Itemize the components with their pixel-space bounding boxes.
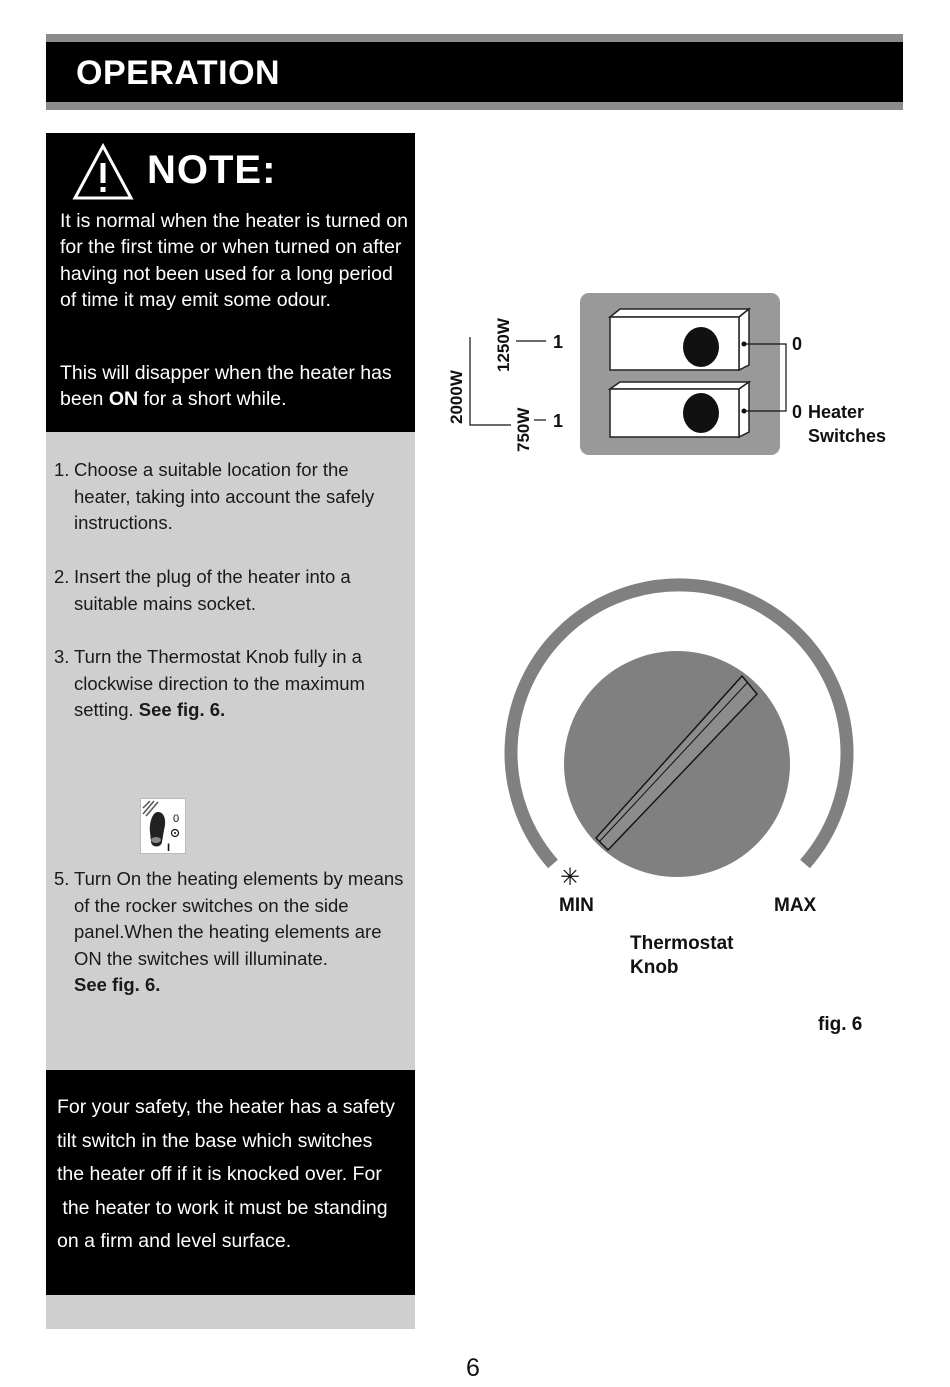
step-number: 5. (54, 868, 70, 889)
step-2 (54, 564, 409, 617)
switch-off-label: 0 (792, 334, 803, 354)
rocker-switch-icon (140, 798, 186, 854)
step-3 (54, 644, 409, 724)
heater-switches-diagram (420, 285, 920, 475)
step-fig-ref: See fig. 6. (74, 974, 161, 995)
heater-switches-label: Switches (808, 426, 887, 446)
header-top-rule (46, 34, 903, 42)
step-5 (54, 866, 409, 999)
watt-label-2000: 2000W (447, 370, 466, 424)
step-text: Choose a suitable location for the heater, taking into account the safely instructions. (74, 459, 375, 533)
watt-label-750: 750W (514, 407, 533, 452)
switch-on-mark: I (167, 842, 171, 854)
page-number: 6 (466, 1354, 480, 1382)
note-text-end: for a short while. (138, 388, 287, 411)
safety-line: the heater to work it must be standing (57, 1196, 388, 1219)
step-text: Insert the plug of the heater into a suitable mains socket. (74, 566, 351, 614)
switch-on-label: 1 (553, 411, 564, 431)
note-paragraph-2 (60, 360, 410, 413)
safety-line: on a firm and level surface. (57, 1230, 292, 1252)
thermostat-label-line: Thermostat (630, 933, 734, 954)
note-title: NOTE: (147, 148, 277, 192)
switch-off-mark: 0 (173, 813, 180, 825)
step-1 (54, 457, 409, 537)
safety-line: the heater off if it is knocked over. For (57, 1163, 382, 1185)
safety-line: tilt switch in the base which switches (57, 1129, 373, 1152)
page-title: OPERATION (76, 54, 281, 92)
switch-on-label: 1 (553, 332, 564, 352)
step-text: Turn the Thermostat Knob fully in a clockwise direction to the maximum setting. (74, 646, 365, 720)
thermostat-knob-diagram (500, 570, 880, 900)
step-text-wrap (74, 644, 409, 724)
heater-switches-label: Heater (808, 402, 865, 422)
thermostat-label-line: Knob (630, 957, 679, 978)
snowflake-icon: ✳ (560, 864, 581, 891)
min-label: MIN (559, 895, 594, 916)
note-text: This will disapper when the heater has been (60, 362, 392, 411)
switch-top (610, 309, 749, 370)
switch-bottom (610, 382, 749, 437)
safety-line: For your safety, the heater has a safety (57, 1096, 395, 1118)
warning-triangle-icon (72, 143, 134, 201)
max-label: MAX (774, 895, 817, 916)
thermostat-knob-label (630, 932, 733, 980)
switch-off-label: 0 (792, 402, 803, 422)
safety-text (57, 1091, 417, 1259)
watt-label-1250: 1250W (494, 318, 513, 372)
step-number: 2. (54, 566, 70, 587)
step-number: 1. (54, 459, 70, 480)
note-paragraph: It is normal when the heater is turned on for the first time or when turned on after having not been used for a long period of time it may emit some odour. (60, 210, 408, 311)
note-on-emphasis: ON (108, 388, 139, 411)
header-bottom-rule (46, 102, 903, 110)
figure-caption: fig. 6 (818, 1014, 863, 1035)
step-number: 3. (54, 646, 70, 667)
step-fig-ref: See fig. 6. (138, 699, 226, 720)
step-text: Turn On the heating elements by means of the rocker switches on the side panel.When the heating elements are ON the switches will illuminate. (74, 868, 404, 969)
